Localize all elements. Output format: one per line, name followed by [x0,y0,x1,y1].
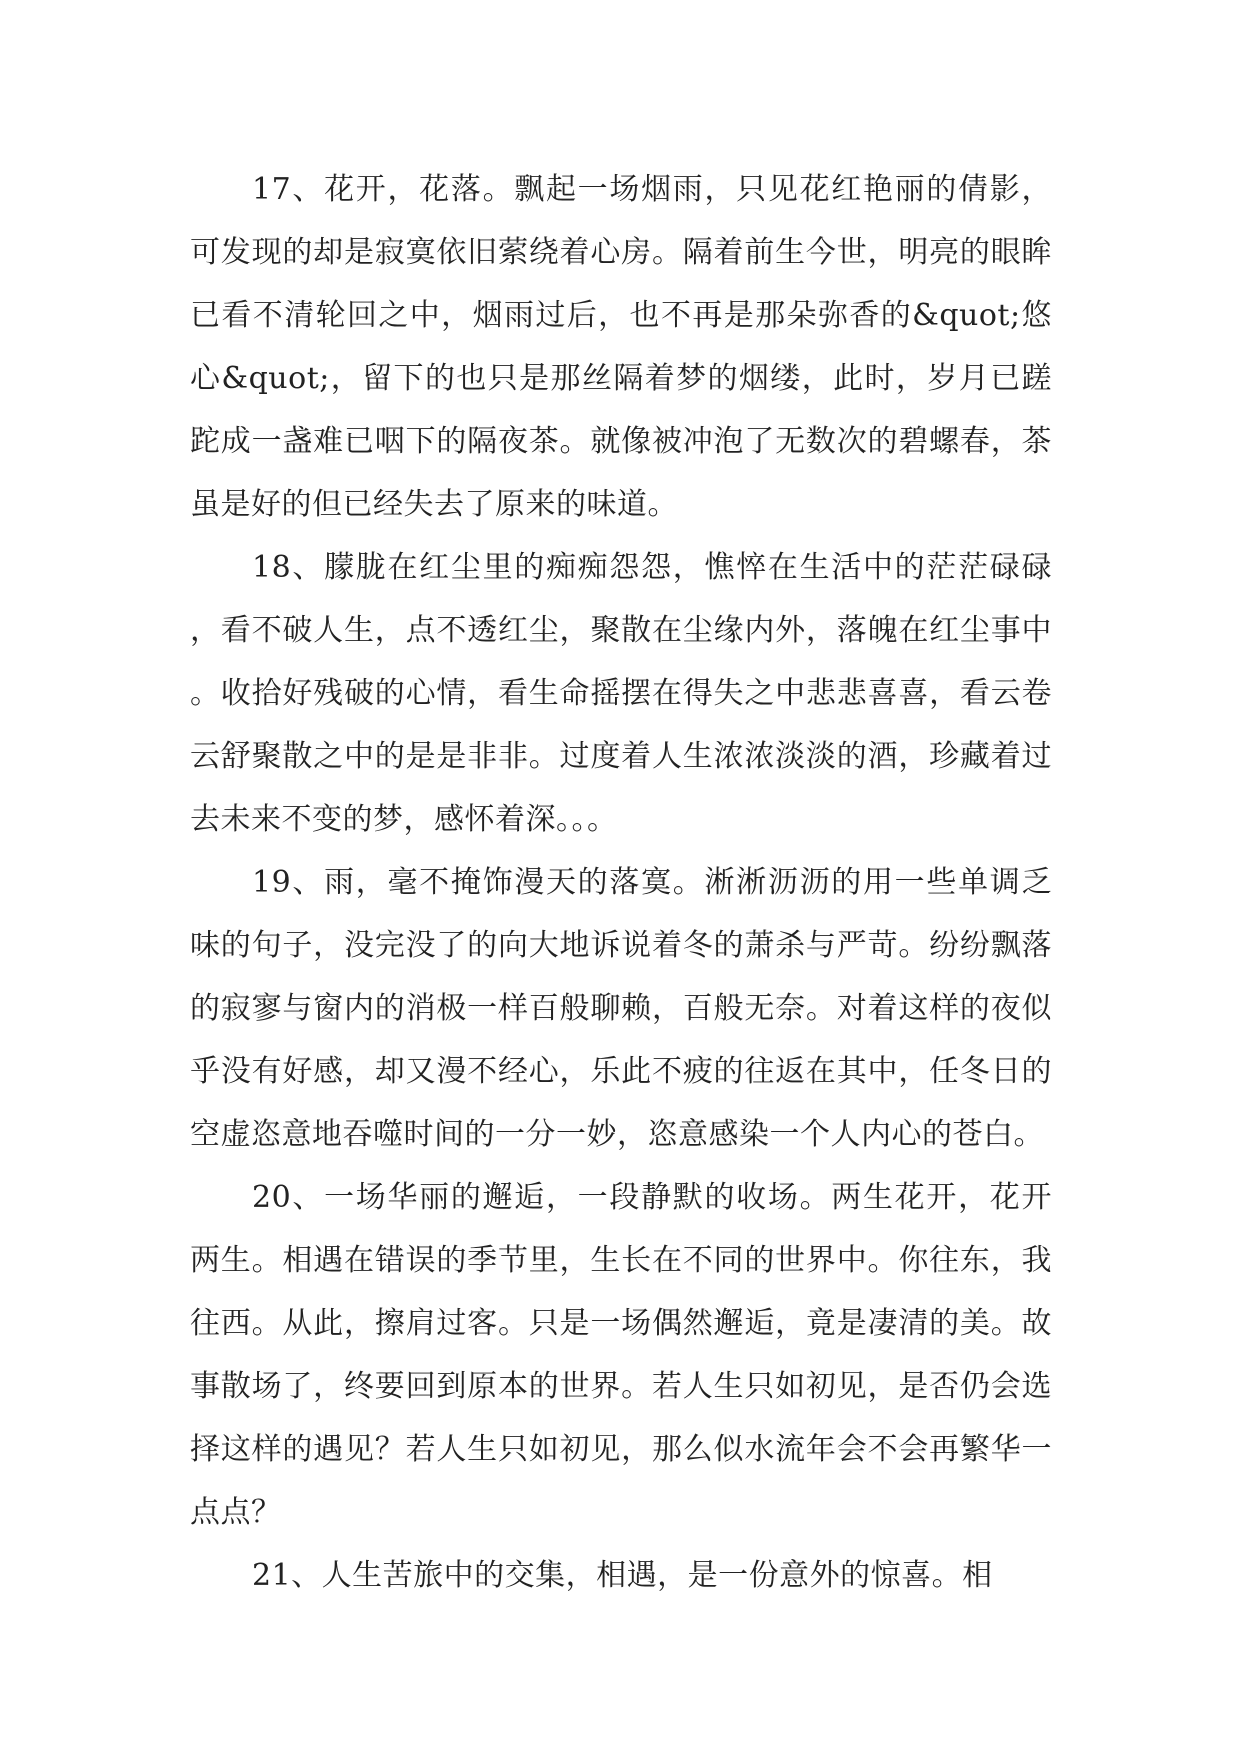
paragraph-18: 18、朦胧在红尘里的痴痴怨怨，憔悴在生活中的茫茫碌碌，看不破人生，点不透红尘，聚散在尘缘内外，落魄在红尘事中。收拾好残破的心情，看生命摇摆在得失之中悲悲喜喜，看云卷云舒聚散之中的是是非非。过度着人生浓浓淡淡的酒，珍藏着过去未来不变的梦，感怀着深。。。 [190,550,1052,837]
paragraph-21: 21、人生苦旅中的交集，相遇，是一份意外的惊喜。相 [252,1558,993,1593]
paragraph-20: 20、一场华丽的邂逅，一段静默的收场。两生花开，花开两生。相遇在错误的季节里，生长在不同的世界中。你往东，我往西。从此，擦肩过客。只是一场偶然邂逅，竟是凄清的美。故事散场了，终要回到原本的世界。若人生只如初见，是否仍会选择这样的遇见？若人生只如初见，那么似水流年会不会再繁华一点点？ [190,1180,1052,1530]
document-body [190,158,1052,1607]
paragraph-17: 17、花开，花落。飘起一场烟雨，只见花红艳丽的倩影，可发现的却是寂寞依旧萦绕着心房。隔着前生今世，明亮的眼眸已看不清轮回之中，烟雨过后，也不再是那朵弥香的&quot;悠心&quot;，留下的也只是那丝隔着梦的烟缕，此时，岁月已蹉跎成一盏难已咽下的隔夜茶。就像被冲泡了无数次的碧螺春，茶虽是好的但已经失去了原来的味道。 [190,172,1052,522]
paragraph-19: 19、雨，毫不掩饰漫天的落寞。淅淅沥沥的用一些单调乏味的句子，没完没了的向大地诉说着冬的萧杀与严苛。纷纷飘落的寂寥与窗内的消极一样百般聊赖，百般无奈。对着这样的夜似乎没有好感，却又漫不经心，乐此不疲的往返在其中，任冬日的空虚恣意地吞噬时间的一分一妙，恣意感染一个人内心的苍白。 [190,865,1052,1152]
